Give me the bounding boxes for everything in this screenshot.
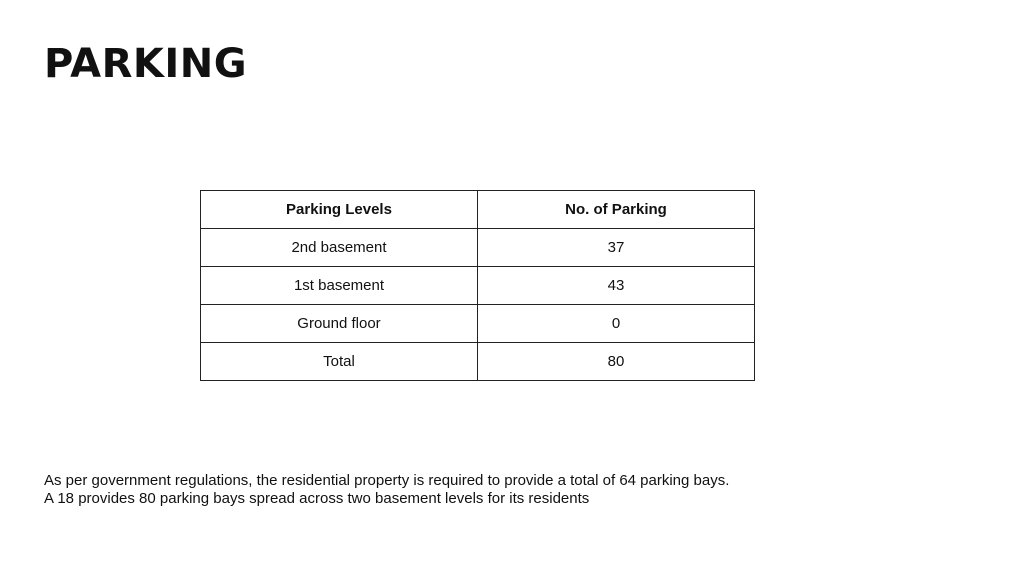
table-row bbox=[201, 229, 755, 267]
header-parking-levels: Parking Levels bbox=[201, 191, 478, 229]
parking-table bbox=[200, 190, 755, 381]
cell-count: 80 bbox=[478, 343, 755, 381]
cell-count: 37 bbox=[478, 229, 755, 267]
footnote-line-1: As per government regulations, the residential property is required to provide a total of 64 parking bays. bbox=[44, 472, 730, 489]
cell-level: Ground floor bbox=[201, 305, 478, 343]
cell-count: 43 bbox=[478, 267, 755, 305]
table-header-row bbox=[201, 191, 755, 229]
footnote-line-2: A 18 provides 80 parking bays spread across two basement levels for its residents bbox=[44, 490, 590, 507]
footnote bbox=[44, 472, 984, 508]
table-row bbox=[201, 305, 755, 343]
header-no-of-parking: No. of Parking bbox=[478, 191, 755, 229]
cell-level: Total bbox=[201, 343, 478, 381]
page-title: PARKING bbox=[44, 41, 248, 87]
table-row bbox=[201, 267, 755, 305]
cell-count: 0 bbox=[478, 305, 755, 343]
cell-level: 1st basement bbox=[201, 267, 478, 305]
cell-level: 2nd basement bbox=[201, 229, 478, 267]
table-row-total bbox=[201, 343, 755, 381]
